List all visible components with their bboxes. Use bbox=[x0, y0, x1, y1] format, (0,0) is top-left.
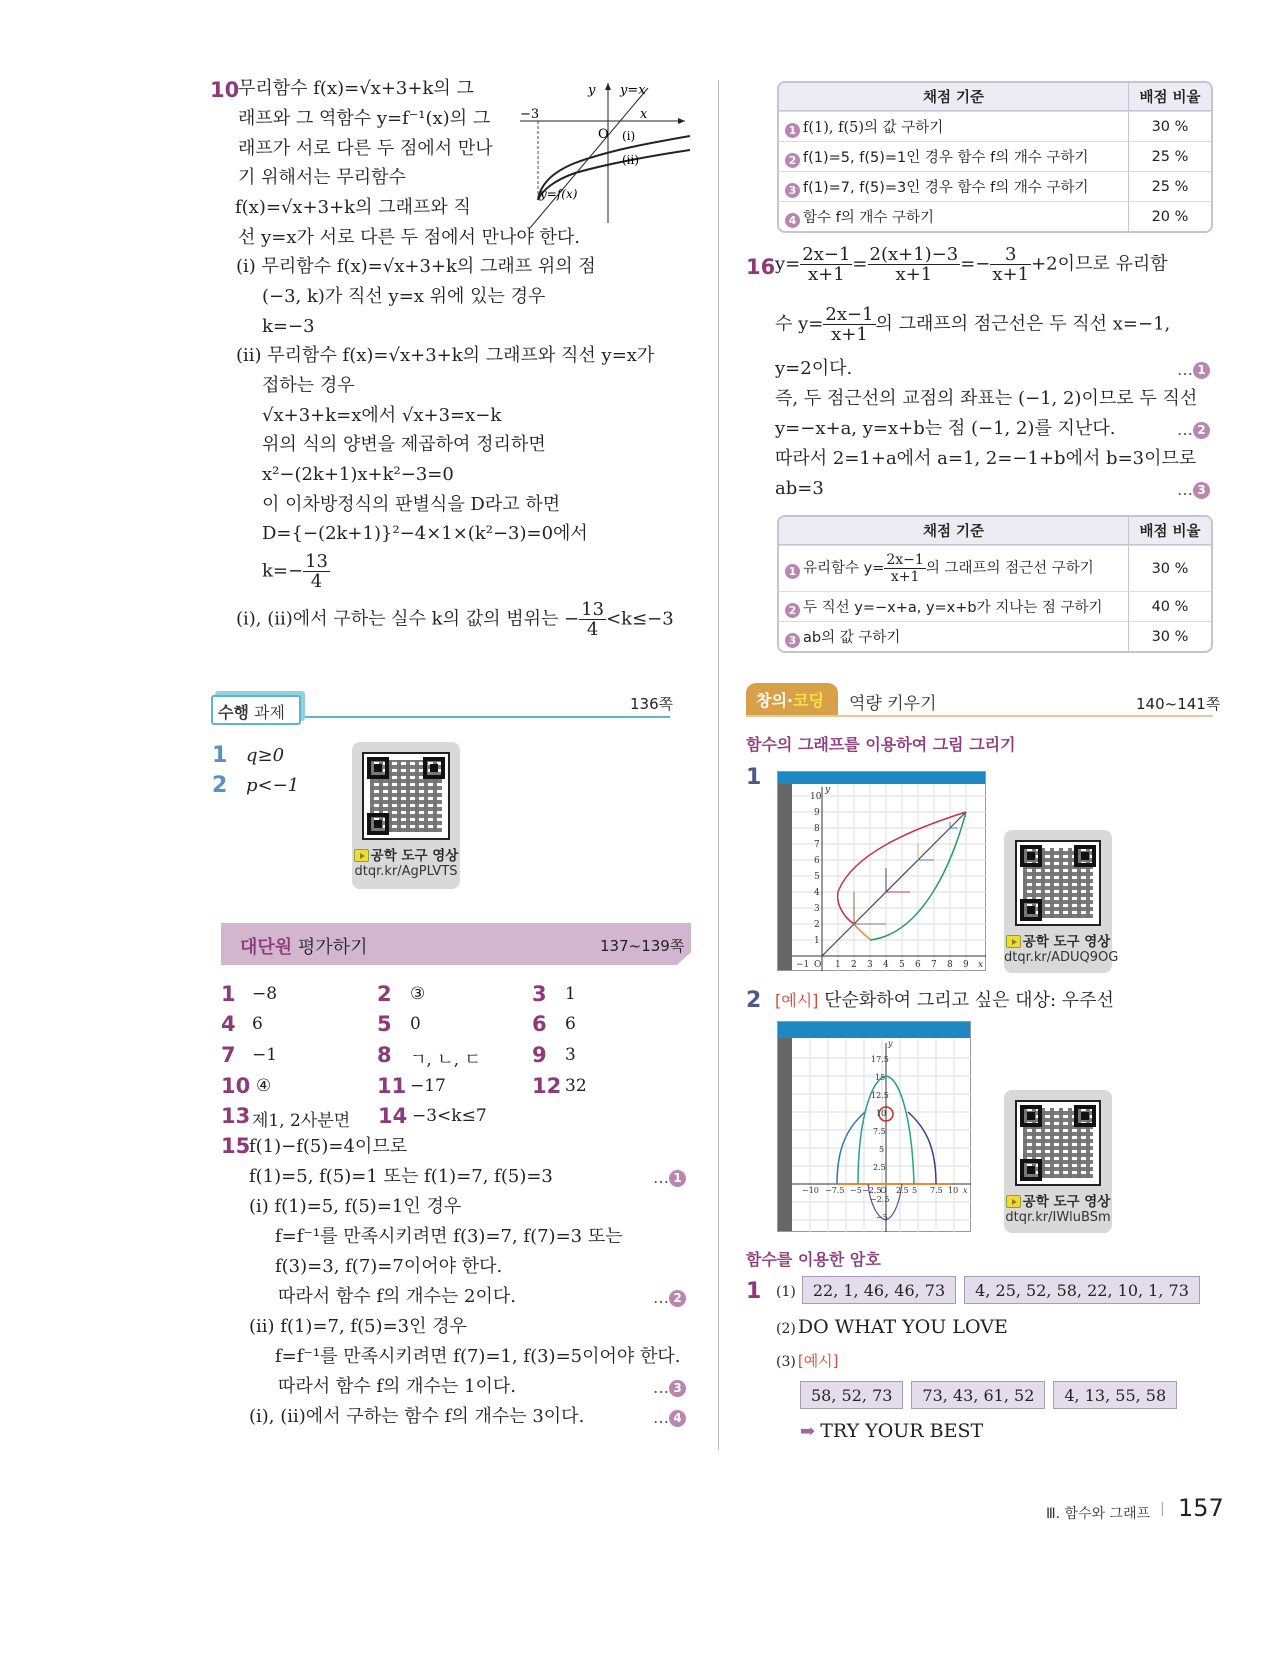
footer-separator: | bbox=[1160, 1501, 1165, 1517]
svg-text:17.5: 17.5 bbox=[871, 1055, 889, 1064]
answer-number: 1 bbox=[212, 743, 228, 768]
svg-text:5: 5 bbox=[814, 872, 820, 882]
text-line: 기 위해서는 무리함수 bbox=[238, 167, 406, 188]
step-marker: … 1 bbox=[1177, 360, 1210, 379]
page-ref: 136쪽 bbox=[630, 695, 674, 713]
svg-text:5: 5 bbox=[899, 960, 905, 970]
svg-text:5: 5 bbox=[879, 1145, 885, 1154]
qr-url[interactable]: dtqr.kr/IWluBSm bbox=[1005, 1210, 1111, 1225]
equation-line: 수 y= $\frac{2x-1}{x+1}$ 의 그래프의 점근선은 두 직선 x=−1, bbox=[775, 304, 1171, 345]
svg-text:x: x bbox=[963, 1186, 968, 1195]
scoring-table-16: 채점 기준 배점 비율 1 유리함수 y= $\frac{2x-1}{x+1}$ 의 그래프의 점근선 구하기 30 % 2 두 직선 y=−x+a, y=x+b가 지나는 점 구하기 40 % 3 ab의 값 구하기 30 % bbox=[777, 515, 1213, 653]
svg-text:8: 8 bbox=[814, 824, 820, 834]
qr-code[interactable] bbox=[362, 752, 450, 840]
svg-text:−2.5: −2.5 bbox=[862, 1186, 882, 1195]
arrow-right-icon: ➡ bbox=[800, 1421, 816, 1442]
text-line: D={−(2k+1)}²−4×1×(k²−3)=0에서 bbox=[262, 523, 588, 544]
svg-text:y=f(x): y=f(x) bbox=[540, 187, 578, 201]
svg-text:(i): (i) bbox=[622, 129, 636, 143]
svg-text:O: O bbox=[880, 1186, 887, 1195]
text-line: 선 y=x가 서로 다른 두 점에서 만나야 한다. bbox=[238, 227, 580, 248]
svg-text:−5: −5 bbox=[850, 1186, 862, 1195]
answer-text: q≥0 bbox=[246, 745, 285, 766]
svg-text:−1: −1 bbox=[796, 960, 810, 970]
svg-text:4: 4 bbox=[883, 960, 889, 970]
text-line: f(x)=√x+3+k의 그래프와 직 bbox=[235, 197, 471, 218]
svg-text:−3: −3 bbox=[520, 107, 540, 122]
step-marker: … 2 bbox=[653, 1288, 686, 1307]
step-marker: … 2 bbox=[1177, 420, 1210, 439]
section-badge: 창의·코딩 bbox=[746, 683, 838, 715]
item-number: 1 bbox=[746, 1279, 762, 1304]
section-rule bbox=[305, 716, 670, 718]
video-icon bbox=[1006, 1195, 1021, 1208]
cipher-box: 58, 52, 73 bbox=[800, 1381, 903, 1409]
page-ref: 137~139쪽 bbox=[600, 937, 685, 955]
text-line: 접하는 경우 bbox=[262, 375, 355, 396]
svg-text:y: y bbox=[825, 785, 831, 795]
chapter-label: Ⅲ. 함수와 그래프 bbox=[1046, 1506, 1151, 1522]
text-line: √x+3+k=x에서 √x+3=x−k bbox=[262, 405, 502, 426]
qr-card[interactable]: 공학 도구 영상 dtqr.kr/IWluBSm bbox=[1004, 1090, 1112, 1233]
text-line: x²−(2k+1)x+k²−3=0 bbox=[262, 464, 454, 485]
svg-text:2.5: 2.5 bbox=[896, 1186, 909, 1195]
svg-text:1: 1 bbox=[835, 960, 841, 970]
step-marker: … 3 bbox=[653, 1378, 686, 1397]
svg-text:6: 6 bbox=[915, 960, 921, 970]
svg-text:10: 10 bbox=[948, 1186, 959, 1195]
svg-text:10: 10 bbox=[810, 792, 822, 802]
answer-number: 2 bbox=[212, 773, 228, 798]
cipher-row-3-label: (3) [예시] bbox=[776, 1352, 839, 1370]
text-line: (−3, k)가 직선 y=x 위에 있는 경우 bbox=[262, 286, 546, 307]
svg-text:5: 5 bbox=[912, 1186, 918, 1195]
qr-card[interactable]: 공학 도구 영상 dtqr.kr/ADUQ9OG bbox=[1004, 830, 1112, 973]
svg-text:2: 2 bbox=[814, 920, 820, 930]
svg-text:6: 6 bbox=[814, 856, 820, 866]
cipher-row-3 bbox=[800, 1381, 1185, 1409]
svg-text:9: 9 bbox=[963, 960, 969, 970]
k-fraction: k=− $\frac{13}{4}$ bbox=[262, 551, 328, 592]
item2-text: [예시] 단순화하여 그리고 싶은 대상: 우주선 bbox=[775, 990, 1114, 1011]
qr-card[interactable]: 공학 도구 영상 dtqr.kr/AgPLVTS bbox=[352, 742, 460, 889]
svg-text:7: 7 bbox=[814, 840, 820, 850]
video-icon bbox=[354, 849, 369, 862]
item-number: 1 bbox=[746, 765, 762, 790]
cipher-box: 4, 25, 52, 58, 22, 10, 1, 73 bbox=[964, 1276, 1200, 1304]
svg-text:7.5: 7.5 bbox=[930, 1186, 943, 1195]
svg-text:(ii): (ii) bbox=[622, 153, 640, 167]
cipher-box: 4, 13, 55, 58 bbox=[1053, 1381, 1177, 1409]
subsection-title: 함수를 이용한 암호 bbox=[746, 1250, 881, 1269]
text-line: 래프와 그 역함수 y=f⁻¹(x)의 그 bbox=[238, 108, 491, 129]
cipher-box: 22, 1, 46, 46, 73 bbox=[802, 1276, 956, 1304]
cipher-row-2: (2) DO WHAT YOU LOVE bbox=[776, 1316, 1008, 1338]
subsection-title: 함수의 그래프를 이용하여 그림 그리기 bbox=[746, 735, 1016, 754]
section-badge: 수행 과제 bbox=[211, 695, 301, 725]
section-title: 대단원 평가하기 bbox=[240, 937, 368, 958]
equation-line: y= $\frac{2x-1}{x+1}$ = $\frac{2(x+1)-3}{x+1}$ =− $\frac{3}{x+1}$ +2이므로 유리함 bbox=[775, 244, 1168, 285]
svg-text:3: 3 bbox=[814, 904, 820, 914]
text-line: (ii) 무리함수 f(x)=√x+3+k의 그래프와 직선 y=x가 bbox=[236, 345, 655, 366]
scoring-table-15: 채점 기준 배점 비율 1 f(1), f(5)의 값 구하기 30 % 2 f(1)=5, f(5)=1인 경우 함수 f의 개수 구하기 25 % 3 f(1)=7, f(5)=3인 경우 함수 f의 개수 구하기 25 % 4 함수 f의 개수 구하기 20 % bbox=[777, 81, 1213, 233]
svg-text:7: 7 bbox=[931, 960, 937, 970]
section-title: 역량 키우기 bbox=[849, 694, 937, 714]
svg-text:10: 10 bbox=[876, 1109, 887, 1118]
text-line: 무리함수 f(x)=√x+3+k의 그 bbox=[238, 78, 474, 99]
qr-code[interactable] bbox=[1015, 1100, 1101, 1186]
cipher-row-1: (1) 22, 1, 46, 46, 73 4, 25, 52, 58, 22, 10, 1, 73 bbox=[776, 1276, 1208, 1304]
svg-text:x: x bbox=[978, 960, 984, 970]
range-conclusion: (i), (ii)에서 구하는 실수 k의 값의 범위는 − $\frac{13}{4}$ <k≤−3 bbox=[236, 599, 674, 640]
svg-text:−10: −10 bbox=[802, 1186, 819, 1195]
svg-text:8: 8 bbox=[947, 960, 953, 970]
svg-text:15: 15 bbox=[875, 1073, 886, 1082]
step-marker: … 3 bbox=[1177, 480, 1210, 499]
cipher-box: 73, 43, 61, 52 bbox=[911, 1381, 1045, 1409]
svg-text:7.5: 7.5 bbox=[873, 1127, 886, 1136]
svg-text:9: 9 bbox=[814, 808, 820, 818]
step-marker: … 4 bbox=[653, 1408, 686, 1427]
svg-text:O: O bbox=[598, 127, 609, 142]
page-number: 157 bbox=[1178, 1494, 1224, 1522]
geogebra-graph-rocket bbox=[777, 1021, 971, 1232]
svg-text:2.5: 2.5 bbox=[873, 1163, 886, 1172]
svg-text:1: 1 bbox=[814, 936, 820, 946]
text-line: 이 이차방정식의 판별식을 D라고 하면 bbox=[262, 494, 561, 515]
svg-text:y=x: y=x bbox=[620, 83, 646, 98]
text-line: k=−3 bbox=[262, 316, 315, 337]
answer-text: p<−1 bbox=[246, 775, 300, 796]
svg-text:x: x bbox=[640, 107, 648, 122]
svg-text:−7.5: −7.5 bbox=[825, 1186, 845, 1195]
problem-number: 10 bbox=[210, 78, 240, 102]
text-line: 위의 식의 양변을 제곱하여 정리하면 bbox=[262, 434, 546, 455]
page-ref: 140~141쪽 bbox=[1136, 695, 1221, 713]
qr-code[interactable] bbox=[1015, 840, 1101, 926]
graph-irrational-function bbox=[520, 78, 690, 228]
qr-url[interactable]: dtqr.kr/ADUQ9OG bbox=[1004, 950, 1119, 965]
text-line: (i) 무리함수 f(x)=√x+3+k의 그래프 위의 점 bbox=[236, 256, 596, 277]
text-line: 래프가 서로 다른 두 점에서 만나 bbox=[238, 138, 493, 159]
geogebra-graph-leaf bbox=[777, 771, 986, 971]
svg-text:4: 4 bbox=[814, 888, 820, 898]
qr-url[interactable]: dtqr.kr/AgPLVTS bbox=[354, 864, 458, 879]
video-icon bbox=[1006, 935, 1021, 948]
cipher-result: ➡ TRY YOUR BEST bbox=[800, 1420, 984, 1442]
item-number: 2 bbox=[746, 988, 762, 1013]
svg-text:y: y bbox=[588, 83, 596, 98]
svg-text:−2.5: −2.5 bbox=[870, 1195, 890, 1204]
column-divider bbox=[718, 80, 719, 1450]
section-rule bbox=[746, 715, 1213, 717]
svg-text:3: 3 bbox=[867, 960, 873, 970]
svg-text:12.5: 12.5 bbox=[871, 1091, 889, 1100]
svg-text:O: O bbox=[814, 960, 822, 970]
svg-text:2: 2 bbox=[851, 960, 857, 970]
svg-text:−5: −5 bbox=[876, 1213, 888, 1222]
step-marker: … 1 bbox=[653, 1168, 686, 1187]
svg-text:y: y bbox=[888, 1039, 893, 1048]
